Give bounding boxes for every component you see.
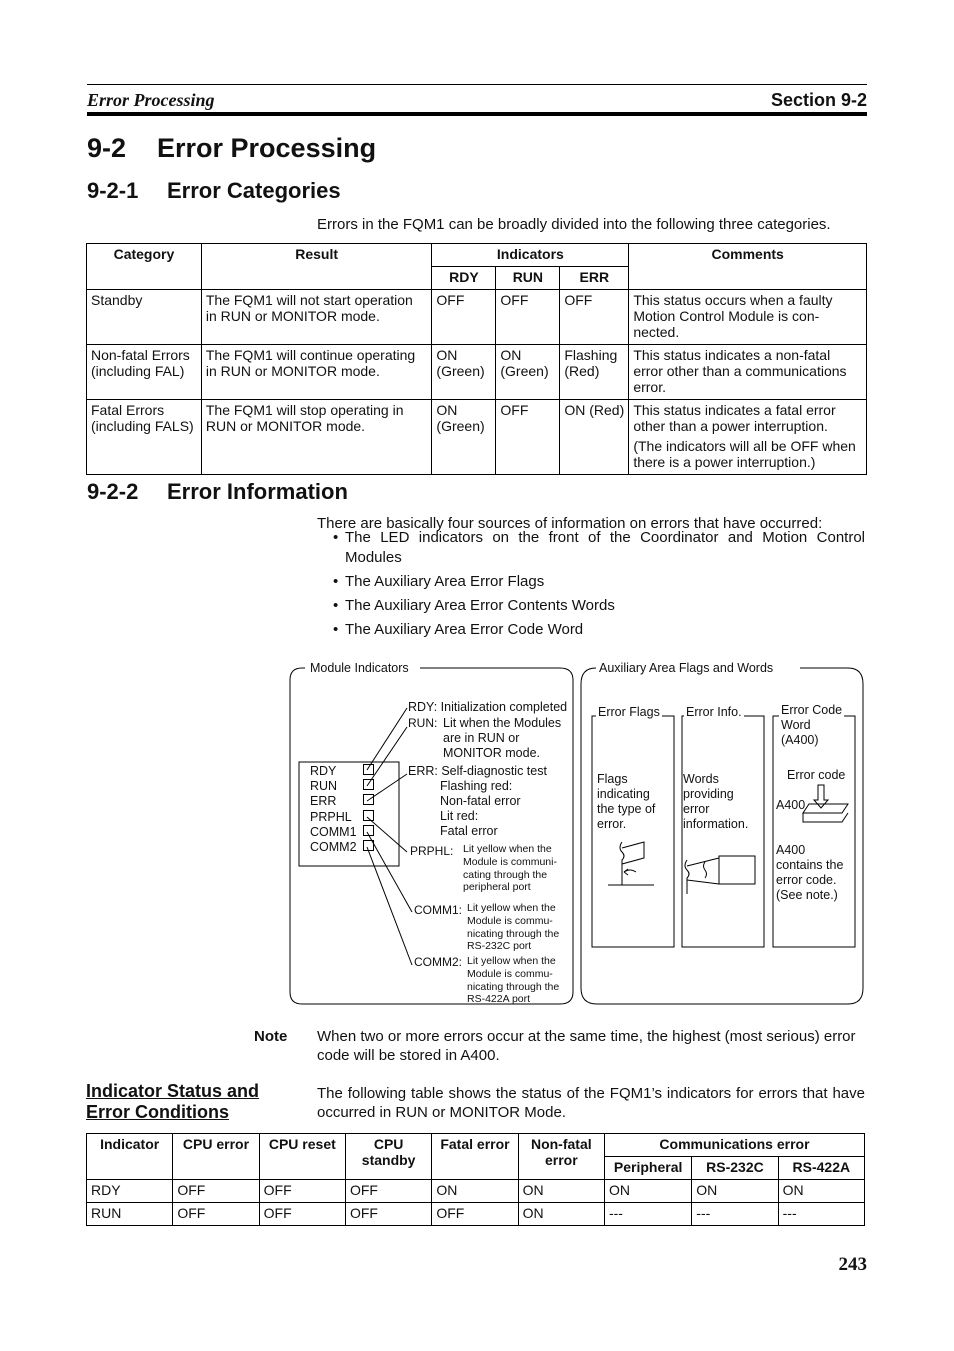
cell: OFF bbox=[173, 1180, 259, 1203]
desc-line: providing bbox=[683, 787, 734, 801]
heading-line: Indicator Status and bbox=[86, 1081, 260, 1101]
prphl-description bbox=[463, 843, 557, 894]
led-label: COMM1 bbox=[310, 824, 357, 839]
info-intro: There are basically four sources of information on errors that have occurred: bbox=[317, 515, 823, 532]
cell: OFF bbox=[173, 1203, 259, 1226]
a400-description bbox=[776, 843, 843, 903]
desc-line: Flashing red: bbox=[440, 779, 513, 793]
err-description: ERR: Self-diagnostic test bbox=[408, 764, 547, 778]
desc-line: peripheral port bbox=[463, 881, 531, 894]
desc-line: Lit red: bbox=[440, 809, 479, 823]
prphl-label: PRPHL: bbox=[410, 844, 454, 858]
cell: --- bbox=[604, 1203, 691, 1226]
cell: OFF bbox=[432, 290, 496, 345]
a400-label: A400 bbox=[776, 798, 806, 812]
title-line: Error Code bbox=[781, 703, 843, 717]
desc-line: contains the bbox=[776, 858, 844, 872]
comment-text: This status indicates a fatal error other than a power interruption. bbox=[633, 402, 836, 434]
col-indicators: Indicators bbox=[432, 244, 629, 267]
indicator-status-text: The following table shows the status of the FQM1’s indicators for errors that have occurred in RUN or MONITOR Mode. bbox=[317, 1085, 865, 1121]
run-description bbox=[443, 716, 561, 761]
col-category: Category bbox=[87, 244, 202, 290]
list-item: • The LED indicators on the front of the Coordinator and Motion Control Modules bbox=[333, 528, 865, 568]
subsection-title: Error Information bbox=[167, 479, 348, 504]
indicator-status-table bbox=[86, 1133, 865, 1226]
cell: The FQM1 will not start operation in RUN or MONITOR mode. bbox=[201, 290, 432, 345]
cell: This status occurs when a faulty Motion Control Module is con-nected. bbox=[629, 290, 867, 345]
led-rdy bbox=[310, 764, 374, 779]
subsection-number: 9-2-1 bbox=[87, 178, 139, 203]
col-nonfatal-error: Non-fatal error bbox=[518, 1134, 604, 1180]
desc-line: RS-232C port bbox=[467, 940, 532, 953]
error-info-title: Error Info. bbox=[686, 705, 742, 719]
comm1-label: COMM1: bbox=[414, 903, 462, 917]
led-err bbox=[310, 794, 374, 809]
cell: This status indicates a non-fatal error other than a communications error. bbox=[629, 345, 867, 400]
desc-line: the type of bbox=[597, 802, 656, 816]
title-line: Word bbox=[781, 718, 811, 732]
col-cpu-standby: CPU standby bbox=[345, 1134, 431, 1180]
led-square-icon bbox=[363, 840, 374, 851]
col-communications-error: Communications error bbox=[604, 1134, 864, 1157]
desc-line: MONITOR mode. bbox=[443, 746, 541, 760]
led-prphl bbox=[310, 810, 374, 825]
cell: ON bbox=[778, 1180, 864, 1203]
categories-intro: Errors in the FQM1 can be broadly divided into the following three categories. bbox=[317, 216, 831, 233]
cell: ON bbox=[518, 1203, 604, 1226]
cell: The FQM1 will continue operating in RUN or MONITOR mode. bbox=[201, 345, 432, 400]
desc-line: Lit yellow when the bbox=[467, 902, 556, 914]
desc-line: Lit when the Modules bbox=[443, 716, 562, 730]
error-code-label: Error code bbox=[787, 768, 846, 782]
col-indicator: Indicator bbox=[87, 1134, 173, 1180]
running-header-section: Section 9-2 bbox=[770, 90, 867, 110]
col-comments: Comments bbox=[629, 244, 867, 290]
desc-line: error. bbox=[597, 817, 627, 831]
desc-line: Module is commu- bbox=[467, 914, 553, 927]
section-number: 9-2 bbox=[87, 133, 127, 163]
subsection-title: Error Categories bbox=[167, 178, 341, 203]
led-label: COMM2 bbox=[310, 840, 357, 855]
desc-line: error code. bbox=[776, 873, 837, 887]
col-cpu-reset: CPU reset bbox=[259, 1134, 345, 1180]
list-item: • The Auxiliary Area Error Contents Words bbox=[333, 596, 865, 616]
running-header-title: Error Processing bbox=[87, 90, 215, 110]
desc-line: Lit yellow when the bbox=[467, 955, 556, 967]
cell: OFF bbox=[432, 1203, 518, 1226]
list-item: • The Auxiliary Area Error Flags bbox=[333, 572, 865, 592]
led-square-icon bbox=[363, 779, 374, 790]
module-indicators-label: Module Indicators bbox=[310, 661, 409, 675]
comm2-label: COMM2: bbox=[414, 955, 462, 969]
cell: ON bbox=[604, 1180, 691, 1203]
led-run bbox=[310, 779, 374, 794]
comment-text: (The indicators will all be OFF when there is a power interruption.) bbox=[633, 438, 856, 470]
desc-line: Words bbox=[683, 772, 719, 786]
comm1-description bbox=[467, 902, 559, 953]
cell: --- bbox=[778, 1203, 864, 1226]
page-number: 243 bbox=[838, 1254, 867, 1275]
title-line: (A400) bbox=[781, 733, 819, 747]
section-title: Error Processing bbox=[157, 133, 377, 163]
desc-line: Module is communi- bbox=[463, 855, 557, 868]
aux-area-label: Auxiliary Area Flags and Words bbox=[599, 661, 774, 675]
cell: Flashing (Red) bbox=[560, 345, 629, 400]
cell: The FQM1 will stop operating in RUN or MONITOR mode. bbox=[201, 400, 432, 475]
cell: --- bbox=[692, 1203, 778, 1226]
desc-line: (See note.) bbox=[776, 888, 838, 902]
desc-line: indicating bbox=[597, 787, 650, 801]
cell: OFF bbox=[345, 1203, 431, 1226]
error-code-title bbox=[779, 703, 844, 748]
led-label: PRPHL bbox=[310, 809, 352, 824]
led-comm1 bbox=[310, 825, 374, 840]
col-rs232c: RS-232C bbox=[692, 1157, 778, 1180]
cell: OFF bbox=[345, 1180, 431, 1203]
note-label: Note bbox=[254, 1028, 288, 1045]
desc-line: are in RUN or bbox=[443, 731, 520, 745]
cell: ON bbox=[432, 1180, 518, 1203]
led-square-icon bbox=[363, 825, 374, 836]
desc-line: RS-422A port bbox=[467, 993, 531, 1006]
desc-line: Module is commu- bbox=[467, 967, 553, 980]
col-run: RUN bbox=[496, 267, 560, 290]
desc-line: Fatal error bbox=[440, 824, 498, 838]
col-peripheral: Peripheral bbox=[604, 1157, 691, 1180]
led-square-icon bbox=[363, 764, 374, 775]
desc-line: nicating through the bbox=[467, 927, 560, 940]
cell: OFF bbox=[259, 1180, 345, 1203]
cell: ON (Red) bbox=[560, 400, 629, 475]
desc-line: information. bbox=[683, 817, 749, 831]
led-label: ERR bbox=[310, 794, 337, 809]
comm2-description bbox=[467, 955, 559, 1006]
led-label: RUN bbox=[310, 779, 338, 794]
led-comm2 bbox=[310, 840, 374, 855]
cell: ON (Green) bbox=[496, 345, 560, 400]
cell: RUN bbox=[87, 1203, 173, 1226]
col-rdy: RDY bbox=[432, 267, 496, 290]
cell: RDY bbox=[87, 1180, 173, 1203]
cell: ON (Green) bbox=[432, 345, 496, 400]
error-flags-description bbox=[597, 772, 655, 832]
led-square-icon bbox=[363, 810, 374, 821]
cell: Non-fatal Errors (including FAL) bbox=[87, 345, 202, 400]
cell: Fatal Errors (including FALS) bbox=[87, 400, 202, 475]
cell: ON bbox=[692, 1180, 778, 1203]
subsection-number: 9-2-2 bbox=[87, 479, 139, 504]
led-label: RDY bbox=[310, 764, 337, 778]
cell: OFF bbox=[496, 290, 560, 345]
col-rs422a: RS-422A bbox=[778, 1157, 864, 1180]
indicator-status-heading bbox=[86, 1081, 259, 1123]
cell: OFF bbox=[259, 1203, 345, 1226]
desc-line: Flags bbox=[597, 772, 628, 786]
col-result: Result bbox=[201, 244, 432, 290]
err-detail bbox=[440, 779, 521, 839]
cell: ON (Green) bbox=[432, 400, 496, 475]
list-item: • The Auxiliary Area Error Code Word bbox=[333, 620, 865, 640]
cell: ON bbox=[518, 1180, 604, 1203]
col-cpu-error: CPU error bbox=[173, 1134, 259, 1180]
run-label: RUN: bbox=[408, 716, 438, 730]
cell: OFF bbox=[496, 400, 560, 475]
desc-line: cating through the bbox=[463, 868, 548, 881]
error-flags-title: Error Flags bbox=[598, 705, 660, 719]
cell: Standby bbox=[87, 290, 202, 345]
led-list bbox=[310, 764, 374, 855]
heading-line: Error Conditions bbox=[86, 1102, 229, 1122]
table-row bbox=[87, 1180, 865, 1203]
desc-line: A400 bbox=[776, 843, 806, 857]
note-text: When two or more errors occur at the same time, the highest (most serious) error code will be stored in A400. bbox=[317, 1028, 856, 1064]
error-info-description bbox=[683, 772, 748, 832]
desc-line: nicating through the bbox=[467, 980, 560, 993]
desc-line: Lit yellow when the bbox=[463, 843, 552, 855]
cell: OFF bbox=[560, 290, 629, 345]
desc-line: error bbox=[683, 802, 710, 816]
col-fatal-error: Fatal error bbox=[432, 1134, 518, 1180]
desc-line: Non-fatal error bbox=[440, 794, 521, 808]
rdy-description: RDY: Initialization completed bbox=[408, 700, 568, 714]
table-row bbox=[87, 1203, 865, 1226]
col-err: ERR bbox=[560, 267, 629, 290]
led-square-icon bbox=[363, 794, 374, 805]
